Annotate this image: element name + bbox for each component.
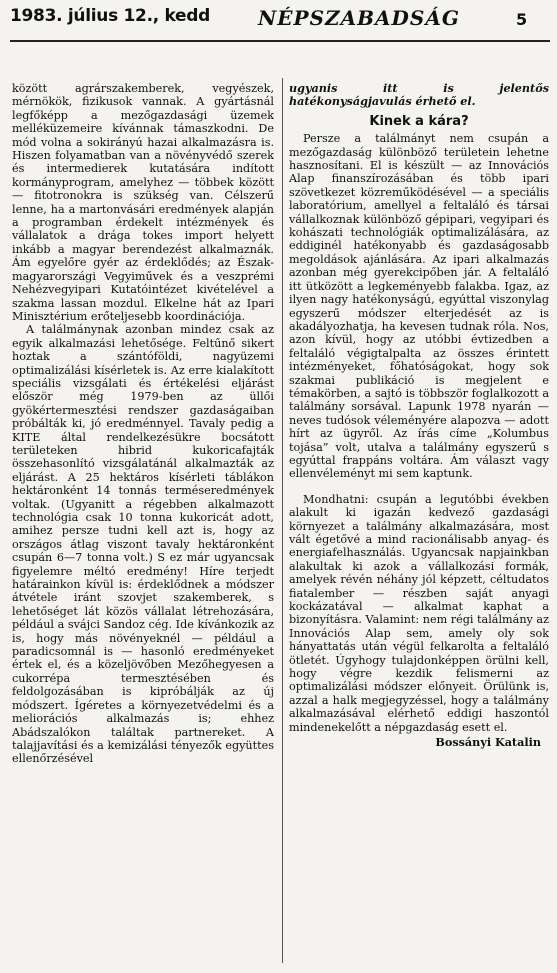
right-paragraph-2: Mondhatni: csupán a legutóbbi években alakult ki igazán kedvező gazdasági környezet a találmány alkalmazására, most vált égetővé a mind racionálisabb anyag- és energiafelhasználás. Ugyancsak napjainkban alakultak ki azok a vállalkozási formák, amelyek révén néhány jól képzett, céltudatos fiatalember — részben saját anyagi kockázatával — alkalmat kaphat a bizonyításra. Valamint: nem régi találmány az Innovációs Alap sem, amely oly sok hányattatás után végül felkarolta a feltaláló ötletét. Úgyhogy tulajdonképpen örülni kell, hogy végre kezdik felismerni az optimalizálási módszer előnyeit. Örülünk is, azzal a halk megjegyzéssel, hogy a találmány alkalmazásával elérhető eddigi haszontól mindenekelőtt a népgazdaság esett el. [289, 492, 549, 734]
issue-date: 1983. július 12., kedd [10, 6, 211, 26]
right-intro: ugyanis itt is jelentős hatékonyságjavulás érhető el. [289, 82, 549, 109]
author-byline: Bossányi Katalin [435, 735, 541, 750]
left-paragraph-1: között agrárszakemberek, vegyészek, mérnökök, fizikusok vannak. A gyártásnál legfőképp a mezőgazdasági üzemek melléküzemeire kívánnak támaszkodni. De mód volna a sokirányú hazai alkalmazásra is. Hiszen folyamatban van a növényvédő szerek és intermedierek kutatására indított kormányprogram, amelyhez — többek között — fitotronokra is szükség van. Célszerű lenne, ha a martonvásári eredmények alapján a programban érdekelt intézmények és vállalatok a drága tokes import helyett inkább a magyar berendezést alkalmaznák. Ám egyelőre gyér az érdeklődés; az Észak-magyarországi Vegyiművek és a veszprémi Nehézvegyipari Kutatóintézet kivételével a szakma lassan mozdul. Elkelne hát az Ipari Minisztérium erőteljesebb koordinációja. [12, 82, 274, 323]
left-paragraph-2: A találmánynak azonban mindez csak az egyik alkalmazási lehetősége. Feltűnő sikert hoztak a szántóföldi, nagyüzemi optimalizálási kísérletek is. Az erre kialakított speciális vizsgálati és értékelési eljárást először még 1979-ben az üllői gyökértermesztési rendszer gazdaságaiban próbálták ki, jó eredménnyel. Tavaly pedig a KITE által rendelkezésükre bocsátott területeken hibrid kukoricafajták összehasonlító vizsgálatánál alkalmazták az eljárást. A 25 hektáros kísérleti táblákon hektáronként 14 tonnás terméseredmények voltak. (Ugyanitt a régebben alkalmazott technológia csak 10 tonna kukoricát adott, amihez persze tudni kell azt is, hogy az országos átlag viszont tavaly hektáronként csupán 6—7 tonna volt.) S ez már ugyancsak figyelemre méltó eredmény! Híre terjedt határainkon kívül is: érdeklődnek a módszer átvétele iránt szovjet szakemberek, s lehetőséget lát közös vállalat létrehozására, például a svájci Sandoz cég. Ide kívánkozik az is, hogy más növényeknél — például a paradicsomnál is — hasonló eredményeket értek el, és a közeljövőben Mezőhegyesen a cukorrépa termesztésében és feldolgozásában is kipróbálják az új módszert. Ígéretes a környezetvédelmi és a meliorációs alkalmazás is; ehhez Abádszalókon találtak partnereket. A talajjavítási és a kemizálási tényezők együttes ellenőrzésével [12, 323, 274, 766]
page-header [0, 0, 557, 42]
header-rule [10, 40, 550, 42]
newspaper-name: NÉPSZABADSÁG [258, 6, 460, 30]
left-column [12, 82, 274, 970]
paragraph-gap [289, 481, 549, 493]
subheading: Kinek a kára? [369, 113, 469, 129]
column-divider [282, 78, 283, 963]
right-paragraph-1: Persze a találmányt nem csupán a mezőgazdaság különböző területein lehetne hasznosítani. El is készült — az Innovációs Alap finanszírozásában és több ipari szövetkezet közreműködésével — a speciális laboratórium, amellyel a feltaláló és társai vállalkoznak különböző gépipari, vegyipari és kohászati technológiák optimalizálására, az eddiginél hatékonyabb és gazdaságosabb megoldások ajánlására. Az ipari alkalmazás azonban még gyerekcipőben jár. A feltaláló itt ütközött a legkeményebb falakba. Igaz, az ilyen nagy hatékonyságú, egyúttal viszonylag egyszerű módszer elterjedését az is akadályozhatja, ha kevesen tudnak róla. Nos, azon kívül, hogy az utóbbi évtizedben a feltaláló végigtalpalta az összes érintett intézményeket, főhatóságokat, hogy sok szakmai publikáció is megjelent e témakörben, a sajtó is többször foglalkozott a találmány sorsával. Lapunk 1978 nyarán — neves tudósok véleményére alapozva — adott hírt az ügyről. Az írás címe „Kolumbus tojása” volt, utalva a találmány egyszerű s egyúttal frappáns voltára. Ám választ vagy ellenvéleményt mi sem kaptunk. [289, 132, 549, 481]
right-column [289, 82, 549, 970]
page-number: 5 [516, 10, 528, 29]
